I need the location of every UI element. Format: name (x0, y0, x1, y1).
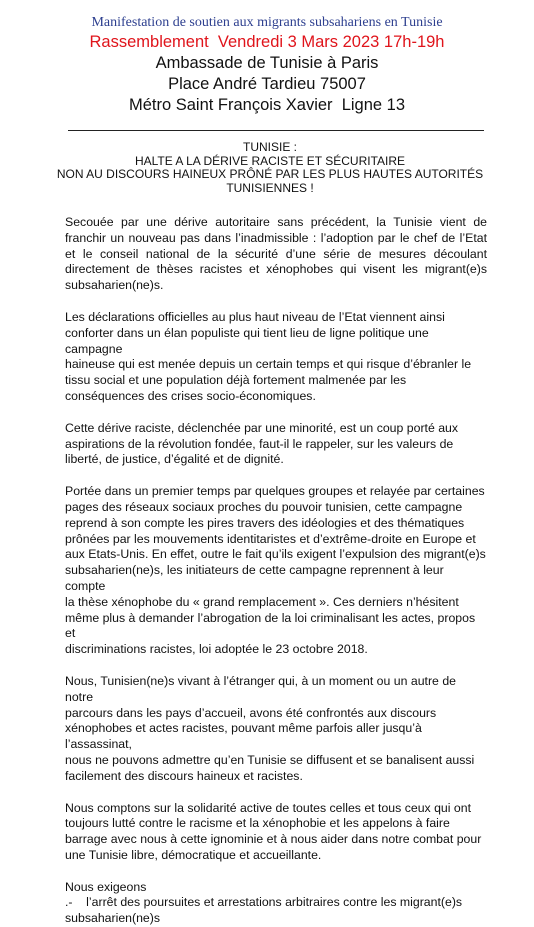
paragraph-3: Cette dérive raciste, déclenchée par une minorité, est un coup porté aux aspirations de la révolution fondée, faut-il le rappeler, sur les valeurs de liberté, de justice, d’égalité et de dignité. (65, 420, 459, 467)
statement-body (65, 215, 487, 927)
location-line-1: Ambassade de Tunisie à Paris (155, 54, 379, 72)
organizer-line: Manifestation de soutien aux migrants subsahariens en Tunisie (91, 15, 443, 30)
demands-intro: Nous exigeons (65, 879, 147, 894)
statement-title (50, 141, 490, 195)
header-divider (68, 130, 484, 131)
paragraph-1: Secouée par une dérive autoritaire sans précédent, la Tunisie vient de franchir un nouveau pas dans l’inadmissible : l’adoption par le chef de l’Etat et le conseil national de la sécurité d’une série de mesures découlant directement de thèses racistes et xénophobes qui visent les migrant(e)s subsaharien(ne)s. (65, 215, 487, 293)
title-line-2: HALTE A LA DÉRIVE RACISTE ET SÉCURITAIRE (134, 153, 406, 168)
paragraph-6: Nous comptons sur la solidarité active de toutes celles et tous ceux qui ont toujours lutté contre le racisme et la xénophobie et les appelons à faire barrage avec nous à cette ignominie et à nous aider dans notre combat pour une Tunisie libre, démocratique et accueillante. (65, 800, 482, 862)
paragraph-5: Nous, Tunisien(ne)s vivant à l’étranger qui, à un moment ou un autre de notre parcours dans les pays d’accueil, avons été confrontés aux discours xénophobes et actes racistes, pouvant même parfois aller jusqu’à l’assassinat, nous ne pouvons admettre qu’en Tunisie se diffusent et se banalisent aussi facilement des discours haineux et racistes. (65, 673, 475, 783)
paragraph-2: Les déclarations officielles au plus haut niveau de l’Etat viennent ainsi conforter dans un élan populiste qui tient lieu de ligne politique une campagne haineuse qui est menée depuis un certain temps et qui risque d’ébranler le tissu social et une population déjà fortement malmenée par les conséquences des crises socio-économiques. (65, 309, 472, 403)
paragraph-4: Portée dans un premier temps par quelques groupes et relayée par certaines pages des réseaux sociaux proches du pouvoir tunisien, cette campagne reprend à son compte les pires travers des idéologies et des thématiques prônées par les mouvements identitaristes et d’extrême-droite en Europe et aux Etats-Unis. En effet, outre le fait qu’ils exigent l’expulsion des migrant(e)s subsaharien(ne)s, les initiateurs de cette campagne reprennent à leur compte la thèse xénophobe du « grand remplacement ». Ces derniers n’hésitent même plus à demander l’abrogation de la loi criminalisant les actes, propos et discriminations racistes, loi adoptée le 23 octobre 2018. (65, 484, 486, 657)
location-line-2: Place André Tardieu 75007 (168, 75, 366, 93)
demand-item-1-line-2: subsaharien(ne)s (65, 911, 161, 926)
title-line-4: TUNISIENNES ! (226, 180, 314, 195)
title-line-3: NON AU DISCOURS HAINEUX PRÔNÉ PAR LES PLUS HAUTES AUTORITÉS (56, 167, 484, 181)
title-line-1: TUNISIE : (242, 140, 297, 154)
demand-item-1-line-1: .- l’arrêt des poursuites et arrestations arbitraires contre les migrant(e)s (65, 895, 463, 910)
location-line-3: Métro Saint François Xavier Ligne 13 (128, 96, 406, 114)
demands-list (65, 880, 487, 927)
event-header (0, 14, 534, 116)
event-date-line: Rassemblement Vendredi 3 Mars 2023 17h-19h (89, 33, 445, 51)
